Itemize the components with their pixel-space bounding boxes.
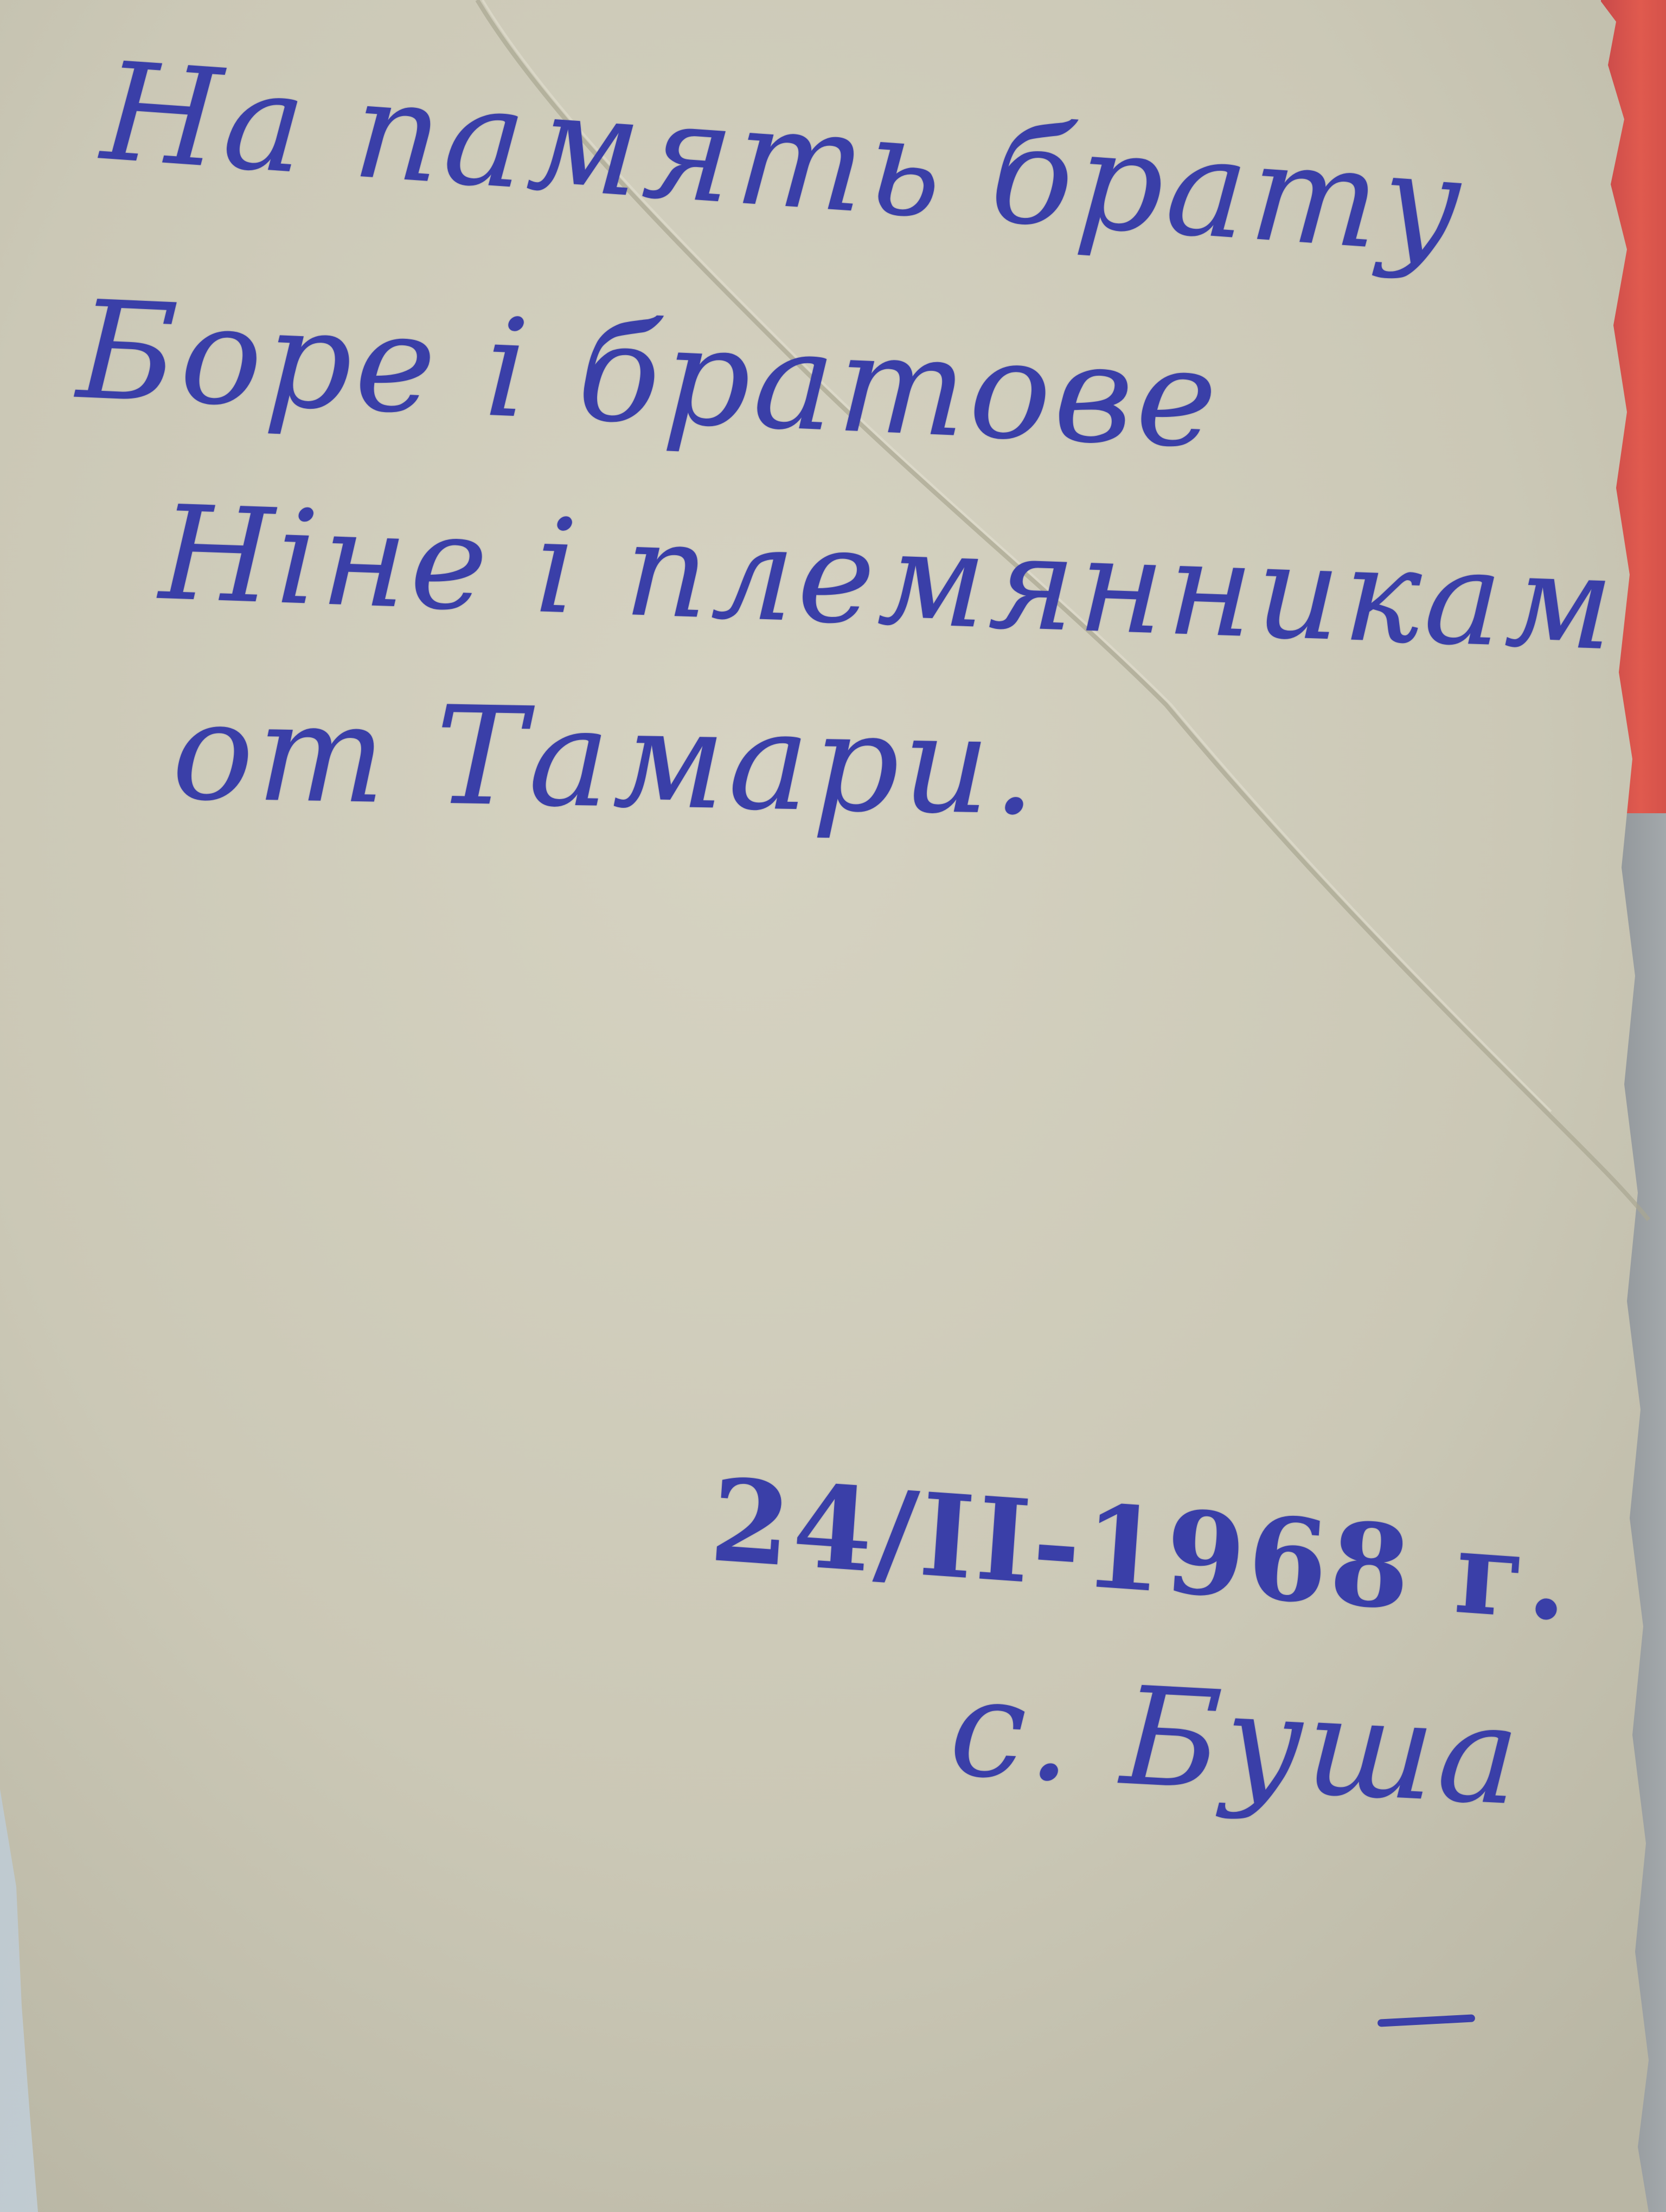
inscription-line-2: Боре і братове — [74, 271, 1223, 479]
inscription-line-1: На память брату — [97, 33, 1470, 285]
inscription-line-3: Ніне і племянникам — [157, 477, 1619, 680]
inscription-date: 24/II-1968 г. — [706, 1453, 1577, 1647]
inscription-place: с. Буша — [946, 1648, 1527, 1836]
inscription-line-4: от Тамари. — [170, 672, 1041, 845]
